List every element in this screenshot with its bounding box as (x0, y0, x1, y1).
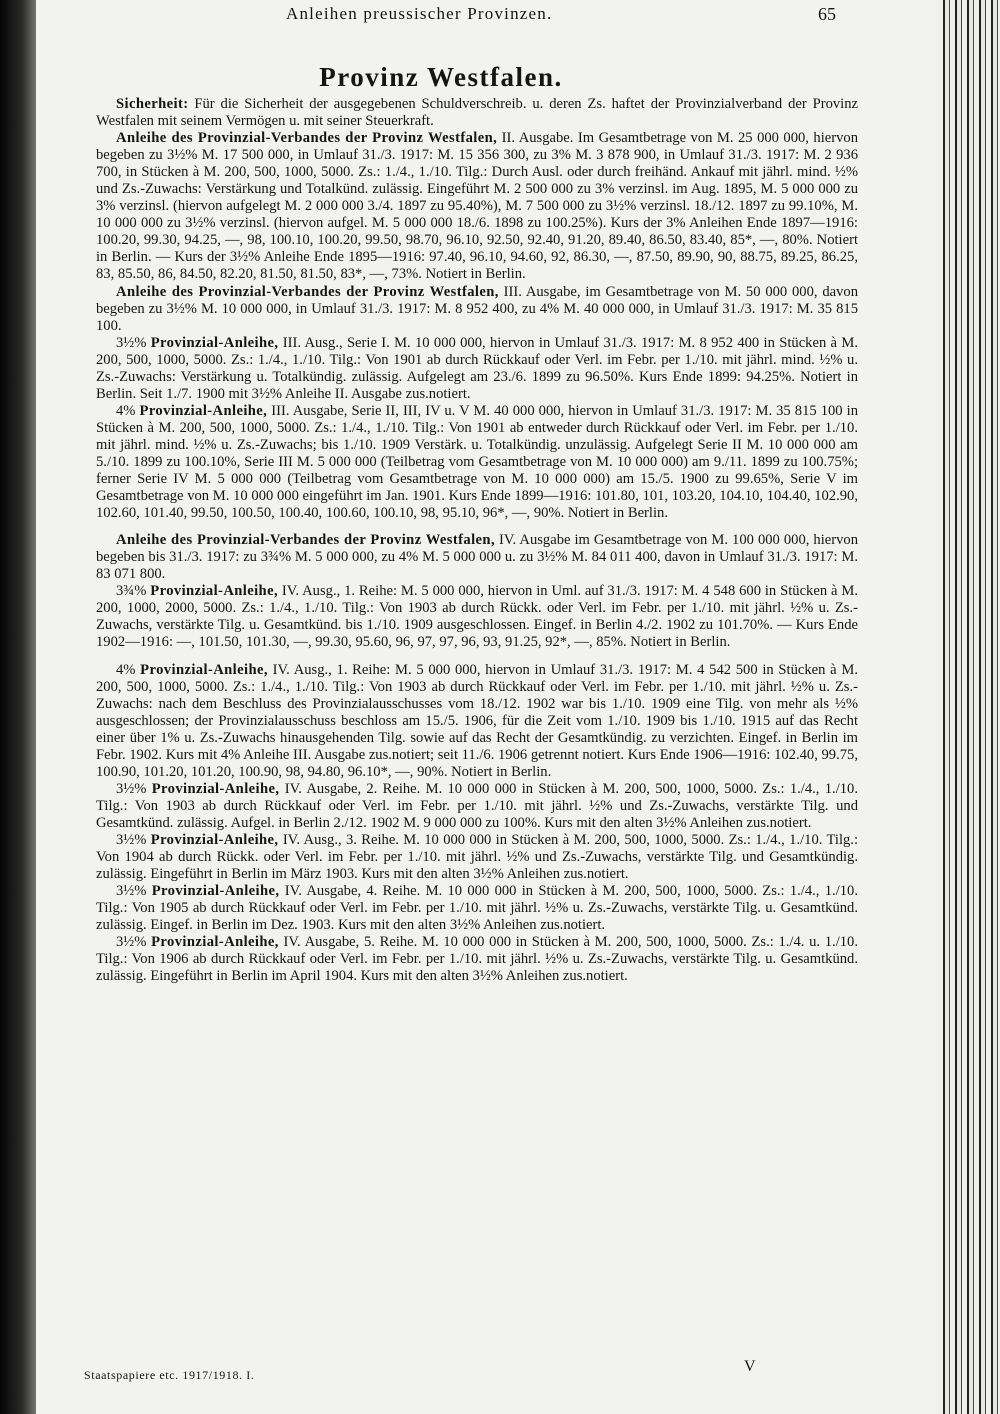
paragraph (96, 96, 858, 130)
page-number: 65 (818, 4, 836, 24)
paragraph-text: III. Ausg., Serie I. M. 10 000 000, hiervon in Umlauf 31./3. 1917: M. 8 952 400 in Stücken à M. 200, 500, 1000, 5000. Zs.: 1./4., 1./10. Tilg.: Von 1901 ab durch Rückkauf oder Verl. im Febr. per 1./10. mit jährl. mind. ½% u. Zs.-Zuwachs: Verstärkung u. Totalkündig. zulässig. Aufgelegt am 23./6. 1899 zu 96.50%. Kurs Ende 1899: 94.25%. Notiert in Berlin. Seit 1./7. 1900 mit 3½% Anleihe II. Ausgabe zus.notiert. (96, 334, 858, 402)
paragraph-text: IV. Ausg., 1. Reihe: M. 5 000 000, hiervon in Umlauf 31./3. 1917: M. 4 542 500 in Stücken à M. 200, 500, 1000, 5000. Zs.: 1./4., 1./10. Tilg.: Von 1903 ab durch Rückkauf oder Verl. im Febr. per 1./10. mit jährl. ½% u. Zs.-Zuwachs: nach dem Beschluss des Provinzialausschusses vom 18./12. 1902 war bis 1./10. 1909 eine Tilg. von mehr als ½% ausgeschlossen; der Provinzialausschuss beschloss am 15./5. 1906, für die Zeit vom 1./10. 1909 bis 1./10. 1915 auf das Recht einer über 1% u. Zs.-Zuwachs hinausgehenden Tilg. sowie auf das Recht der Gesamtkündig. zu verzichten. Eingef. in Berlin im Febr. 1902. Kurs mit 4% Anleihe III. Ausgabe zus.notiert; seit 11./6. 1906 getrennt notiert. Kurs Ende 1906—1916: 102.40, 99.75, 100.90, 101.20, 101.20, 100.90, 98, 94.80, 96.10*, —, 90%. Notiert in Berlin. (96, 661, 858, 780)
paragraph-text: IV. Ausgabe, 2. Reihe. M. 10 000 000 in Stücken à M. 200, 500, 1000, 5000. Zs.: 1./4., 1./10. Tilg.: Von 1903 ab durch Rückkauf oder Verl. im Febr. per 1./10. mit jährl. ½% und Zs.-Zuwachs, verstärkte Tilg. und Gesamtkünd. zulässig. Aufgel. in Berlin 2./12. 1902 M. 9 000 000 zu 100%. Kurs mit den alten 3½% Anleihen zus.notiert. (96, 780, 858, 831)
paragraph (96, 934, 858, 985)
paragraph (96, 403, 858, 522)
interest-rate: 3¾% (116, 583, 151, 600)
page-edges (938, 0, 1000, 1414)
paragraph-lead: Provinzial-Anleihe, (139, 402, 268, 419)
paragraph-text: IV. Ausgabe, 4. Reihe. M. 10 000 000 in Stücken à M. 200, 500, 1000, 5000. Zs.: 1./4., 1./10. Tilg.: Von 1905 ab durch Rückkauf oder Verl. im Febr. per 1./10. mit jährl. ½% u. Zs.-Zuwachs, verstärkte Tilg. u. Gesamtkünd. zulässig. Eingef. in Berlin im Dez. 1903. Kurs mit den alten 3½% Anleihen zus.notiert. (96, 883, 858, 934)
interest-rate: 3½% (116, 780, 152, 797)
section-title: Provinz Westfalen. (319, 62, 563, 92)
paragraph-lead: Anleihe des Provinzial-Verbandes der Provinz Westfalen, (116, 532, 495, 549)
paragraph-text: IV. Ausg., 3. Reihe. M. 10 000 000 in Stücken à M. 200, 500, 1000, 5000. Zs.: 1./4., 1./10. Tilg.: Von 1904 ab durch Rückk. oder Verl. im Febr. per 1./10. mit jährl. ½% und Zs.-Zuwachs, verstärkte Tilg. und Gesamtkündig. zulässig. Eingeführt in Berlin im März 1903. Kurs mit den alten 3½% Anleihen zus.notiert. (96, 831, 858, 883)
paragraph-lead: Provinzial-Anleihe, (150, 334, 279, 351)
paragraph-text: IV. Ausg., 1. Reihe: M. 5 000 000, hiervon in Uml. auf 31./3. 1917: M. 4 548 600 in Stücken à M. 200, 1000, 2000, 5000. Zs.: 1./4., 1./10. Tilg.: Von 1903 ab durch Rückk. oder Verl. im Febr. per 1./10. mit jährl. ½% u. Zs.-Zuwachs, verstärkte Tilg. u. Gesamtkünd. bis 1./10. 1909 ausgeschlossen. Eingef. in Berlin 4./2. 1902 zu 101.70%. — Kurs Ende 1902—1916: —, 101.50, 101.30, —, 99.30, 95.60, 96, 97, 97, 96, 93, 91.25, 92*, —, 85%. Notiert in Berlin. (96, 583, 858, 651)
paragraph (96, 130, 858, 283)
interest-rate: 3½% (116, 883, 152, 900)
paragraph-text: II. Ausgabe. Im Gesamtbetrage von M. 25 000 000, hiervon begeben zu 3½% M. 17 500 000, in Umlauf 31./3. 1917: M. 15 356 300, zu 3% M. 3 878 900, in Umlauf 31./3. 1917: M. 2 936 700, in Stücken à M. 200, 500, 1000, 5000. Zs.: 1./4., 1./10. Tilg.: Durch Ausl. oder durch freihänd. Ankauf mit jährl. mind. ½% und Zs.-Zuwachs: Verstärkung und Totalkünd. zulässig. Eingeführt M. 2 500 000 zu 3% verzinsl. im Aug. 1895, M. 5 000 000 zu 3% verzinsl. (hiervon aufgelegt M. 2 000 000 3./4. 1897 zu 95.40%), M. 7 500 000 zu 3½% verzinsl. 18./12. 1897 zu 99.10%, M. 10 000 000 zu 3½% verzinsl. (hiervon aufgel. M. 5 000 000 18./6. 1898 zu 100.25%). Kurs der 3% Anleihen Ende 1897—1916: 100.20, 99.30, 94.25, —, 98, 100.10, 100.20, 99.50, 98.70, 96.10, 92.50, 92.40, 91.20, 89.40, 86.50, 83.40, 85*, —, 80%. Notiert in Berlin. — Kurs der 3½% Anleihe Ende 1895—1916: 97.40, 96.10, 94.60, 92, 86.30, —, 87.50, 89.90, 90, 88.75, 89.25, 86.25, 83, 85.50, 86, 84.50, 82.20, 81.50, 81.50, 83*, —, 73%. Notiert in Berlin. (96, 130, 859, 283)
running-head (96, 4, 866, 28)
paragraph (96, 284, 858, 335)
interest-rate: 4% (116, 661, 141, 678)
body-text (96, 96, 858, 985)
interest-rate: 3½% (116, 831, 151, 848)
paragraph (96, 583, 858, 651)
running-head-title: Anleihen preussischer Provinzen. (286, 4, 553, 23)
paragraph-text: III. Ausgabe, Serie II, III, IV u. V M. 40 000 000, hiervon in Umlauf 31./3. 1917: M. 35 815 100 in Stücken à M. 200, 500, 1000, 5000. Zs.: 1./4., 1./10. Tilg.: Von 1901 ab entweder durch Rückkauf oder Verl. im Febr. per 1./10. mit jährl. mind. ½% u. Zs.-Zuwachs; bis 1./10. 1909 Verstärk. u. Totalkündig. unzulässig. Aufgelegt Serie II M. 10 000 000 am 5./10. 1899 zu 100.10%, Serie III M. 5 000 000 (Teilbetrag vom Gesamtbetrage von M. 10 000 000) am 9./11. 1899 zu 100.75%; ferner Serie IV M. 5 000 000 (Teilbetrag vom Gesamtbetrage von M. 10 000 000) am 15./5. 1900 zu 99.65%, Serie V im Gesamtbetrage von M. 10 000 000 eingeführt im Jan. 1901. Kurs Ende 1899—1916: 101.80, 101, 103.20, 104.10, 104.40, 102.90, 102.60, 101.40, 99.50, 100.50, 100.40, 100.60, 100.10, 98, 95.10, 96*, —, 90%. Notiert in Berlin. (96, 402, 858, 522)
interest-rate: 3½% (116, 934, 152, 951)
paragraph (96, 662, 858, 781)
paragraph (96, 832, 858, 883)
document-page (36, 0, 940, 1414)
paragraph-lead: Sicherheit: (116, 96, 189, 112)
paragraph-text: Für die Sicherheit der ausgegebenen Schuldverschreib. u. deren Zs. haftet der Provinzialverband der Provinz Westfalen mit seinem Vermögen u. mit seiner Steuerkraft. (96, 96, 858, 130)
paragraph-text: IV. Ausgabe, 5. Reihe. M. 10 000 000 in Stücken à M. 200, 500, 1000, 5000. Zs.: 1./4. u. 1./10. Tilg.: Von 1906 ab durch Rückkauf oder Verl. im Febr. per 1./10. mit jährl. ½% u. Zs.-Zuwachs, verstärkte Tilg. u. Gesamtkünd. zulässig. Eingeführt in Berlin im April 1904. Kurs mit den alten 3½% Anleihen zus.notiert. (96, 934, 858, 985)
paragraph (96, 532, 858, 583)
paragraph-text: IV. Ausgabe im Gesamtbetrage von M. 100 000 000, hiervon begeben bis 31./3. 1917: zu 3¾% M. 5 000 000, zu 4% M. 5 000 000 u. zu 3½% M. 84 011 400, davon in Umlauf 31./3. 1917: M. 83 071 800. (96, 532, 858, 583)
paragraph (96, 883, 858, 934)
paragraph-lead: Provinzial-Anleihe, (151, 934, 279, 951)
sheet-signature: V (744, 1358, 756, 1375)
interest-rate: 4% (116, 402, 140, 419)
book-gutter (0, 0, 40, 1414)
paragraph-lead: Provinzial-Anleihe, (151, 780, 280, 797)
paragraph-lead: Provinzial-Anleihe, (150, 583, 279, 600)
paragraph-lead: Anleihe des Provinzial-Verbandes der Provinz Westfalen, (116, 283, 499, 300)
paragraph-text: III. Ausgabe, im Gesamtbetrage von M. 50 000 000, davon begeben zu 3½% M. 10 000 000, in Umlauf 31./3. 1917: M. 8 952 400, zu 4% M. 40 000 000, in Umlauf 31./3. 1917: M. 35 815 100. (96, 283, 858, 334)
paragraph-lead: Provinzial-Anleihe, (150, 831, 279, 848)
footer-signature-line: Staatspapiere etc. 1917/1918. I. (84, 1368, 255, 1382)
interest-rate: 3½% (116, 334, 151, 351)
page-content (84, 0, 866, 1414)
paragraph (96, 781, 858, 832)
paragraph-lead: Anleihe des Provinzial-Verbandes der Provinz Westfalen, (116, 130, 498, 147)
paragraph (96, 335, 858, 403)
paragraph-lead: Provinzial-Anleihe, (151, 883, 280, 900)
paragraph-lead: Provinzial-Anleihe, (140, 661, 268, 678)
